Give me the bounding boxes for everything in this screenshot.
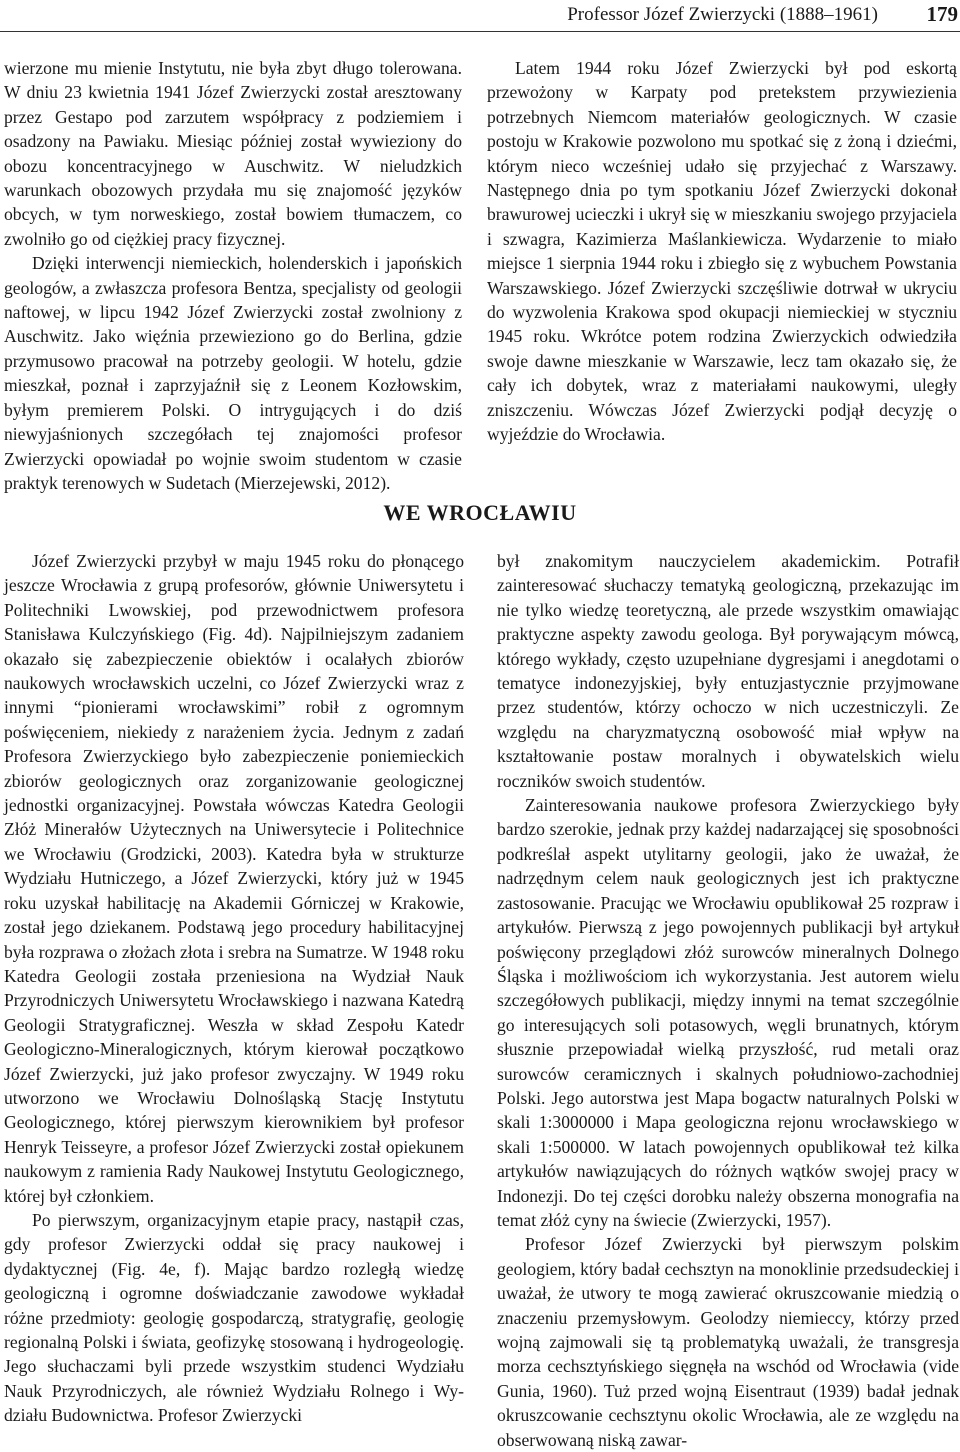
paragraph: wierzone mu mienie Instytutu, nie była zbyt długo tolerowana. W dniu 23 kwietnia 1941 Józef Zwierzycki został aresztowany przez Gestapo pod zarzutem współpracy z podziemiem i osadzony na Pawiaku. Miesiąc później został wywieziony do obozu koncentracyjnego w Auschwitz. W nieludzkich warunkach obozowych przydała mu się znajomość języków obcych, w tym norweskiego, został bowiem tłumaczem, co zwolniło go od ciężkiej pracy fizycznej. [4, 58, 462, 249]
column-top-right [487, 56, 957, 447]
column-bottom-right [497, 549, 959, 1452]
header-rule [0, 31, 960, 32]
running-header [0, 0, 960, 32]
paragraph: Zainteresowania naukowe profesora Zwierzyckiego były bardzo szerokie, jednak przy każdej nadarzającej się sposobności podkreślał aspekt utylitarny geologii, jako że uważał, że nadrzędnym celem nauk geologicznych jest ich praktyczne zastosowanie. Pracując we Wrocławiu opublikował 25 rozpraw i artykułów. Pierwszą z jego powojennych publikacji był artykuł poświęcony przeglądowi złóż surowców mineralnych Dolnego Śląska i możliwościom ich wykorzystania. Jest autorem wielu szczegółowych publikacji, między innymi na temat szczególnie go interesujących soli potasowych, węgli brunatnych, którym słusznie przepowiadał wielką przyszłość, rud metali oraz surowców ceramicznych i skalnych południowo-zachodniej Polski. Jego autorstwa jest Mapa bogactw naturalnych Polski w skali 1:3000000 i Mapa geologiczna rejonu wrocławskiego w skali 1:500000. W latach powojennych opublikował też kilka artykułów nawiązujących do różnych wątków swojej pracy w Indonezji. Do tej części dorobku należy obszerna monografia na temat złóż cyny na świecie (Zwierzycki, 1957). [497, 795, 959, 1230]
running-head-title: Professor Józef Zwierzycki (1888–1961) [567, 4, 878, 25]
paragraph: Po pierwszym, organizacyjnym etapie pracy, nastąpił czas, gdy profesor Zwierzycki oddał się pracy naukowej i dydaktycznej (Fig. 4e, f). Mając bardzo rozległą wiedzę geologiczną i ogromne doświadczanie zawodowe wykładał różne przedmioty: geologię gospodarczą, stratygrafię, geologię regionalną Polski i świata, geofizykę stosowaną i hydrogeologię. Jego słuchaczami byli przede wszystkim studenci Wydziału Nauk Przyrodniczych, ale również Wydziału Rolnego i Wy- działu Budownictwa. Profesor Zwierzycki [4, 1209, 464, 1426]
page-number: 179 [926, 2, 958, 26]
paragraph: był znakomitym nauczycielem akademickim. Potrafił zainteresować słuchaczy tematyką geologiczną, przekazując im nie tylko wiedzę teoretyczną, ale przede wszystkim omawiając praktyczne aspekty zawodu geologa. Był porywającym mówcą, którego wykłady, często uzupełniane dygresjami i anegdotami o tematyce indonezyjskiej, były entuzjastycznie przyjmowane przez studentów, którzy ochoczo w nich uczestniczyli. Ze względu na charyzmatyczną osobowość miał wpływ na kształtowanie postaw moralnych i obywatelskich wielu roczników swoich studentów. [497, 551, 959, 791]
paragraph: Józef Zwierzycki przybył w maju 1945 roku do płonącego jeszcze Wrocławia z grupą profesorów, głównie Uniwersytetu i Politechniki Lwowskiej, pod przewodnictwem profesora Stanisława Kulczyńskiego (Fig. 4d). Najpilniejszym zadaniem okazało się zabezpieczenie obiektów i ocalałych zbiorów naukowych wrocławskich uczelni, co Józef Zwierzycki wraz z innymi “pionierami wrocławskimi” robił z ogromnym poświęceniem, niekiedy z narażeniem życia. Jednym z zadań Profesora Zwierzyckiego było zabezpieczenie poniemieckich zbiorów geologicznych oraz zorganizowanie geologicznej jednostki organizacyjnej. Powstała wówczas Katedra Geologii Złóż Minerałów Użytecznych na Uniwersytecie i Politechnice we Wrocławiu (Grodzicki, 2003). Katedra była w strukturze Wydziału Hutniczego, a Józef Zwierzycki, który już w 1945 roku uzyskał habilitację na Akademii Górniczej w Krakowie, został jego dziekanem. Podstawą jego procedury habilitacyjnej była rozprawa o złożach złota i srebra na Sumatrze. W 1948 roku Katedra Geologii została przeniesiona na Wydział Nauk Przyrodniczych Uniwersytetu Wrocławskiego i nazwana Katedrą Geologii Stratygraficznej. Weszła w skład Zespołu Katedr Geologiczno-Mineralogicznych, którym kierował początkowo Józef Zwierzycki, już jako profesor zwyczajny. W 1949 roku utworzono we Wrocławiu Dolnośląską Stację Instytutu Geologicznego, której pierwszym kierownikiem był profesor Henryk Teisseyre, a profesor Józef Zwierzycki został opiekunem naukowym z ramienia Rady Naukowej Instytutu Geologicznego, której był członkiem. [4, 551, 464, 1206]
paragraph: Latem 1944 roku Józef Zwierzycki był pod eskortą przewożony w Karpaty pod pretekstem przywiezienia potrzebnych Niemcom materiałów geologicznych. W czasie postoju w Krakowie pozwolono mu spotkać się z żoną i dziećmi, którym nieco wcześniej udało się przyjechać z Warszawy. Następnego dnia po tym spotkaniu Józef Zwierzycki dokonał brawurowej ucieczki i ukrył się w mieszkaniu swojego przyjaciela i szwagra, Kazimierza Maślankiewicza. Wydarzenie to miało miejsce 1 sierpnia 1944 roku i zbiegło się z wybuchem Powstania Warszawskiego. Józef Zwierzycki szczęśliwie dotrwał w ukryciu do wyzwolenia Krakowa spod okupacji niemieckiej w styczniu 1945 roku. Wkrótce potem rodzina Zwierzyckich odwiedziła swoje dawne mieszkanie w Warszawie, lecz tam okazało się, że cały ich dobytek, wraz z materiałami naukowymi, uległy zniszczeniu. Wówczas Józef Zwierzycki podjął decyzję o wyjeździe do Wrocławia. [487, 58, 957, 445]
section-heading: WE WROCŁAWIU [383, 500, 577, 525]
column-top-left [4, 56, 462, 495]
paragraph: Dzięki interwencji niemieckich, holenderskich i japońskich geologów, a zwłaszcza profesora Bentza, specjalisty od geologii naftowej, w lipcu 1942 Józef Zwierzycki został zwolniony z Auschwitz. Jako więźnia przewieziono go do Berlina, gdzie przymusowo pracował na potrzeby geologii. W hotelu, gdzie mieszkał, poznał i zaprzyjaźnił się z Leonem Kozłowskim, byłym premierem Polski. O intrygujących i do dziś niewyjaśnionych szczegółach tej znajomości profesor Zwierzycki opowiadał po wojnie swoim studentom w czasie praktyk terenowych w Sudetach (Mierzejewski, 2012). [4, 253, 462, 493]
column-bottom-left [4, 549, 464, 1428]
paragraph: Profesor Józef Zwierzycki był pierwszym polskim geologiem, który badał cechsztyn na monoklinie przedsudeckiej i uważał, że utwory te mogą zawierać okruszcowanie miedzią o znaczeniu przemysłowym. Geolodzy niemieccy, którzy przed wojną zajmowali się tą problematyką uważali, że transgresja morza cechsztyńskiego sięgnęła na wschód od Wrocławia (vide Gunia, 1960). Tuż przed wojną Eisentraut (1939) badał jednak okruszcowanie cechsztynu okolic Wrocławia, ale ze względu na obserwowaną niską zawar- [497, 1234, 959, 1450]
